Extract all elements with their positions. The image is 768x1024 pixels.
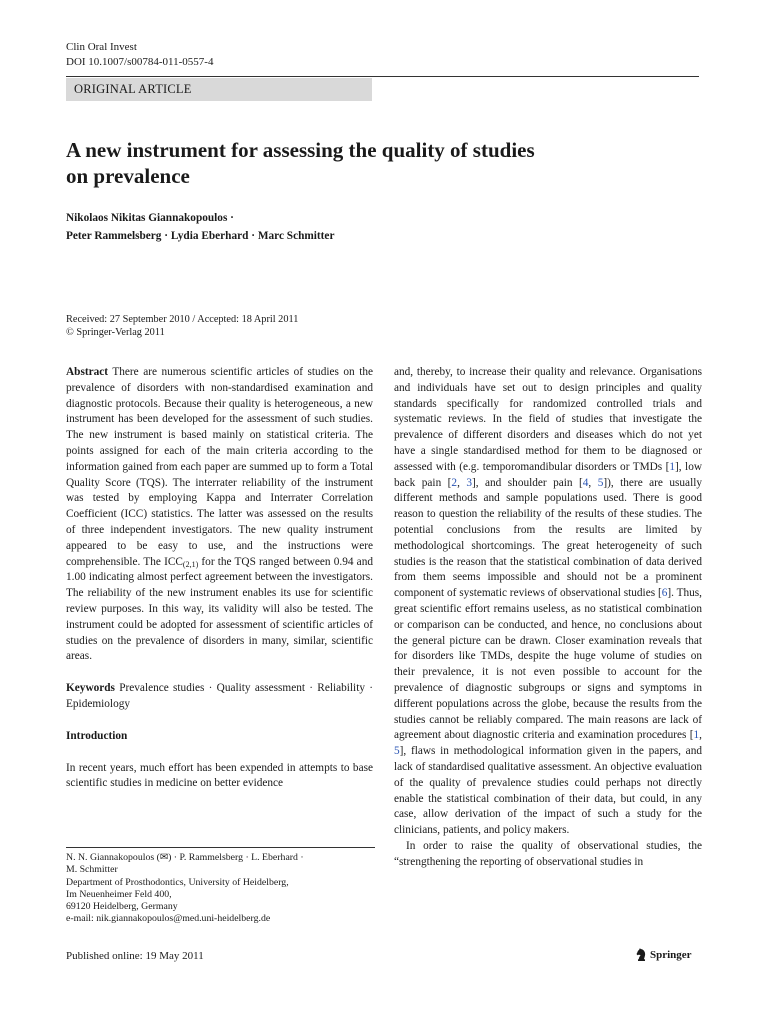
citation-link[interactable]: 3 <box>466 476 472 489</box>
abstract-text-part-2: for the TQS ranged between 0.94 and 1.00 indicating almost perfect agreement between the investigators. The reliability of the new instrument enables its use for scientific review purposes. In this way, its validity will also be tested. The instrument could be adopted for assessment of scientific articles of studies on the prevalence of disorders in many, similar, scientific areas. <box>66 555 373 663</box>
header-rule <box>66 76 699 77</box>
author-list <box>66 209 666 245</box>
doi: DOI 10.1007/s00784-011-0557-4 <box>66 56 214 68</box>
abstract-text-part-1: There are numerous scientific articles of studies on the prevalence of disorders with non-standardised examination and diagnostic protocols. Because their quality is heterogeneous, a new instrument has been developed for the assessment of such studies. The new instrument is based mainly on statistical criteria. The points assigned for each of the main criteria according to the information gained from each paper are summed up to form a Total Quality Score (TQS). The interrater reliability of the instrument was tested by employing Kappa and Interrater Correlation Coefficient (ICC) statistics. The latter was assessed on the results of three independent investigators. The new quality instrument appeared to be easy to use, and the instructions were comprehensible. The <box>66 366 374 568</box>
abstract-label: Abstract <box>66 366 109 378</box>
author-affiliation-footnote <box>66 852 375 926</box>
journal-name: Clin Oral Invest <box>66 41 137 53</box>
article-title-line-1: A new instrument for assessing the quality of studies <box>66 138 535 162</box>
author-line-1: Nikolaos Nikitas Giannakopoulos · <box>66 212 234 224</box>
footnote-line: Department of Prosthodontics, University of Heidelberg, <box>66 876 289 888</box>
received-accepted-dates: Received: 27 September 2010 / Accepted: 18 April 2011 <box>66 314 299 325</box>
publisher-name: Springer <box>650 949 692 961</box>
citation-link[interactable]: 4 <box>582 476 589 489</box>
citation-link[interactable]: 5 <box>597 476 604 489</box>
published-online-date: Published online: 19 May 2011 <box>66 950 204 962</box>
article-type-banner: ORIGINAL ARTICLE <box>66 78 372 101</box>
footnote-email[interactable]: e-mail: nik.giannakopoulos@med.uni-heidelberg.de <box>66 913 271 925</box>
citation-link[interactable]: 2 <box>451 476 458 489</box>
author-line-2: Peter Rammelsberg · Lydia Eberhard · Marc Schmitter <box>66 230 335 242</box>
citation-link[interactable]: 1 <box>693 729 700 742</box>
citation-link[interactable]: 6 <box>661 587 668 600</box>
article-title-line-2: on prevalence <box>66 164 190 188</box>
footnote-rule <box>66 847 375 848</box>
introduction-paragraph-1: In recent years, much effort has been expended in attempts to base scientific studies in medicine on better evidence <box>66 761 373 790</box>
footnote-line: M. Schmitter <box>66 864 118 876</box>
introduction-paragraph-2: In order to raise the quality of observational studies, the “strengthening the reporting of observational studies in <box>394 839 702 868</box>
article-title <box>66 137 666 189</box>
left-column <box>66 365 373 792</box>
publisher-logo <box>636 947 692 963</box>
citation-link[interactable]: 1 <box>669 460 676 473</box>
copyright-notice: © Springer-Verlag 2011 <box>66 327 165 338</box>
keywords <box>66 681 373 713</box>
abstract <box>66 365 373 665</box>
right-column <box>394 365 702 871</box>
keywords-text: Prevalence studies · Quality assessment · Reliability · Epidemiology <box>66 682 373 710</box>
introduction-paragraph-continued: and, thereby, to increase their quality and relevance. Organisations and individuals have set out to design principles and quality standards specifically for randomized controlled trials and systematic reviews. In the field of studies that investigate the prevalence of different disorders and diseases which do not yet have a single standardised method for them to be diagnosed or assessed with (e.g. temporomandibular disorders or TMDs [1], low back pain [2, 3], and shoulder pain [4, 5]), there are usually different methods and sample populations used. There is good reason to question the reliability of the results of these studies. The potential conclusions from the results are limited by methodological shortcomings. The great heterogeneity of such studies is the reason that the statistical combination of data derived from them seems impossible and should not be a prominent component of systematic reviews of observational studies [6]. Thus, great scientific effort remains useless, as no statistical combination or comparison can be conducted, and hence, no conclusions about the general picture can be drawn. Closer examination reveals that for disorders like TMDs, despite the huge volume of studies on their prevalence, it is not even possible to account for the prevalence of diagnostic subgroups or signs and symptoms in different populations across the globe, because the results from the studies cannot be reliably compared. The main reasons are lack of agreement about diagnostic criteria and examination procedures [1, 5], flaws in methodological information given in the papers, and lack of standardised qualitative assessment. An objective evaluation of the quality of prevalence studies could perhaps not directly enable the statistical combination of their data, but could, in any case, allow derivation of the impact of such a study for the clinicians, patients, and policy makers. <box>394 366 703 837</box>
icc-term: $ICC_{(2,1)}$ <box>164 555 199 569</box>
knight-chess-piece-icon <box>636 948 647 962</box>
introduction-heading: Introduction <box>66 729 128 742</box>
keywords-label: Keywords <box>66 682 115 695</box>
citation-link[interactable]: 5 <box>394 745 400 758</box>
footnote-line: N. N. Giannakopoulos (✉) · P. Rammelsberg · L. Eberhard · <box>66 852 304 863</box>
footnote-line: Im Neuenheimer Feld 400, <box>66 888 172 900</box>
footnote-line: 69120 Heidelberg, Germany <box>66 901 178 913</box>
